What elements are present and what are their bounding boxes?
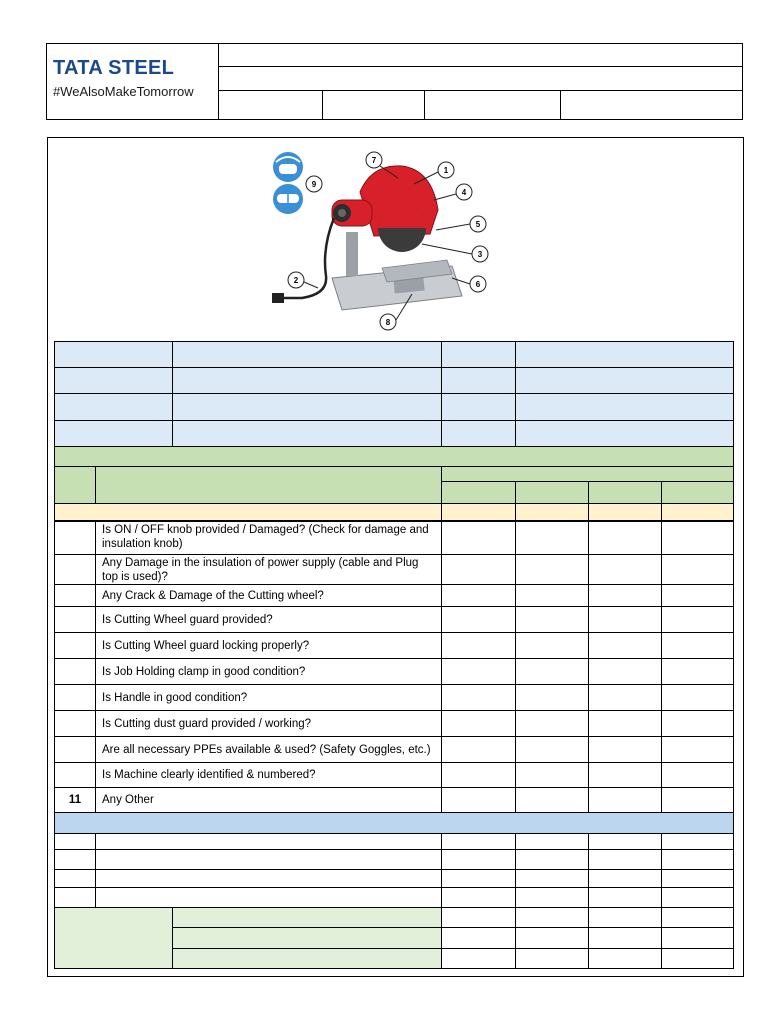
status-cell[interactable] — [515, 762, 589, 788]
status-cell[interactable] — [441, 632, 516, 659]
check-point-text: Any Damage in the insulation of power supply (cable and Plug top is used)? — [95, 554, 442, 585]
observation-status-cell[interactable] — [588, 833, 662, 850]
observation-status-cell[interactable] — [661, 869, 734, 888]
observation-status-cell[interactable] — [588, 869, 662, 888]
check-point-text: Is Cutting dust guard provided / working? — [95, 710, 442, 737]
status-cell[interactable] — [515, 554, 589, 585]
info-value-cell[interactable] — [515, 420, 734, 447]
status-cell[interactable] — [441, 762, 516, 788]
status-cell[interactable] — [661, 606, 734, 633]
header-divider — [560, 90, 561, 119]
signature-cell[interactable] — [441, 927, 516, 949]
item-number — [54, 762, 96, 788]
observation-status-cell[interactable] — [441, 887, 516, 908]
document-header — [46, 43, 743, 120]
info-value-cell[interactable] — [172, 341, 442, 368]
status-cell[interactable] — [441, 710, 516, 737]
info-value-cell[interactable] — [172, 393, 442, 421]
status-cell[interactable] — [515, 658, 589, 685]
status-cell[interactable] — [441, 554, 516, 585]
status-cell[interactable] — [441, 684, 516, 711]
check-point-text: Is Cutting Wheel guard provided? — [95, 606, 442, 633]
info-value-cell[interactable] — [515, 367, 734, 394]
header-divider — [219, 90, 742, 91]
status-cell[interactable] — [515, 710, 589, 737]
signature-cell[interactable] — [441, 907, 516, 928]
date-label-cell — [54, 503, 442, 521]
info-label-cell[interactable] — [441, 367, 516, 394]
item-number — [54, 736, 96, 763]
observation-status-cell[interactable] — [515, 849, 589, 870]
saw-head — [332, 166, 438, 276]
signature-cell[interactable] — [441, 948, 516, 969]
info-label-cell[interactable] — [441, 393, 516, 421]
status-cell[interactable] — [661, 521, 734, 555]
status-cell[interactable] — [588, 710, 662, 737]
observation-text-cell[interactable] — [54, 849, 96, 870]
observation-text-cell[interactable] — [54, 869, 96, 888]
status-cell[interactable] — [588, 684, 662, 711]
status-cell[interactable] — [441, 584, 516, 607]
item-number — [54, 606, 96, 633]
header-divider — [322, 90, 323, 119]
signature-cell[interactable] — [588, 907, 662, 928]
observation-status-cell[interactable] — [661, 887, 734, 908]
status-cell[interactable] — [661, 632, 734, 659]
info-label-cell[interactable] — [54, 367, 173, 394]
item-number — [54, 658, 96, 685]
observation-status-cell[interactable] — [661, 849, 734, 870]
observation-status-cell[interactable] — [661, 833, 734, 850]
callout-label: 2 — [293, 276, 299, 285]
status-cell[interactable] — [588, 584, 662, 607]
status-cell[interactable] — [588, 787, 662, 813]
status-cell[interactable] — [515, 684, 589, 711]
observation-status-cell[interactable] — [441, 869, 516, 888]
observation-text-cell[interactable] — [54, 833, 96, 850]
signoff-role-cell — [172, 927, 442, 949]
date-cell[interactable] — [441, 503, 516, 521]
status-header — [441, 466, 734, 482]
item-number — [54, 554, 96, 585]
date-cell[interactable] — [588, 503, 662, 521]
check-point-text: Is ON / OFF knob provided / Damaged? (Check for damage and insulation knob) — [95, 521, 442, 555]
observation-status-cell[interactable] — [515, 869, 589, 888]
signature-cell[interactable] — [515, 907, 589, 928]
status-cell[interactable] — [661, 736, 734, 763]
status-cell[interactable] — [661, 684, 734, 711]
status-cell[interactable] — [661, 554, 734, 585]
section-title-bar — [54, 446, 734, 467]
status-cell[interactable] — [588, 658, 662, 685]
status-col-header — [441, 481, 516, 504]
observation-status-cell[interactable] — [515, 887, 589, 908]
observation-text-cell[interactable] — [95, 887, 442, 908]
signature-cell[interactable] — [661, 948, 734, 969]
check-point-header — [95, 466, 442, 504]
status-cell[interactable] — [588, 606, 662, 633]
safety-goggles-icon — [273, 184, 303, 214]
status-cell[interactable] — [515, 632, 589, 659]
signature-cell[interactable] — [588, 927, 662, 949]
callout-label: 5 — [475, 220, 481, 229]
item-number — [54, 584, 96, 607]
item-number: 11 — [54, 787, 96, 813]
status-cell[interactable] — [661, 762, 734, 788]
callout-label: 8 — [385, 318, 391, 327]
item-number — [54, 684, 96, 711]
status-cell[interactable] — [515, 521, 589, 555]
status-cell[interactable] — [441, 736, 516, 763]
check-point-text: Is Job Holding clamp in good condition? — [95, 658, 442, 685]
date-cell[interactable] — [661, 503, 734, 521]
check-point-text: Is Handle in good condition? — [95, 684, 442, 711]
item-number — [54, 521, 96, 555]
info-label-cell[interactable] — [54, 341, 173, 368]
status-cell[interactable] — [661, 658, 734, 685]
info-label-cell[interactable] — [54, 420, 173, 447]
status-cell[interactable] — [588, 736, 662, 763]
header-divider — [424, 90, 425, 119]
status-cell[interactable] — [441, 521, 516, 555]
chop-saw-diagram — [262, 148, 498, 334]
observation-text-cell[interactable] — [95, 869, 442, 888]
observation-status-cell[interactable] — [515, 833, 589, 850]
status-cell[interactable] — [515, 606, 589, 633]
info-label-cell[interactable] — [441, 341, 516, 368]
callout-label: 4 — [461, 188, 467, 197]
callout-label: 6 — [475, 280, 481, 289]
status-col-header — [588, 481, 662, 504]
info-label-cell[interactable] — [441, 420, 516, 447]
power-plug — [272, 293, 284, 303]
status-col-header — [515, 481, 589, 504]
info-value-cell[interactable] — [515, 393, 734, 421]
date-cell[interactable] — [515, 503, 589, 521]
observation-status-cell[interactable] — [441, 849, 516, 870]
status-cell[interactable] — [515, 787, 589, 813]
signature-cell[interactable] — [661, 927, 734, 949]
info-label-cell[interactable] — [54, 393, 173, 421]
status-cell[interactable] — [588, 521, 662, 555]
check-point-text: Any Crack & Damage of the Cutting wheel? — [95, 584, 442, 607]
tata-steel-logo: TATA STEEL — [53, 57, 175, 79]
status-cell[interactable] — [588, 554, 662, 585]
observation-text-cell[interactable] — [95, 849, 442, 870]
status-col-header — [661, 481, 734, 504]
callout-label: 7 — [371, 156, 377, 165]
signature-cell[interactable] — [588, 948, 662, 969]
callout-label: 9 — [311, 180, 317, 189]
callout-label: 3 — [477, 250, 483, 259]
status-cell[interactable] — [661, 787, 734, 813]
brand-tagline: #WeAlsoMakeTomorrow — [53, 84, 194, 99]
logo-cell — [47, 44, 219, 119]
info-value-cell[interactable] — [172, 367, 442, 394]
signature-cell[interactable] — [515, 927, 589, 949]
check-point-text: Is Cutting Wheel guard locking properly? — [95, 632, 442, 659]
header-divider — [219, 66, 742, 67]
observation-text-cell[interactable] — [95, 833, 442, 850]
status-cell[interactable] — [588, 632, 662, 659]
signature-cell[interactable] — [661, 907, 734, 928]
item-number — [54, 710, 96, 737]
power-cable — [282, 218, 334, 298]
item-number — [54, 632, 96, 659]
signoff-role-cell — [172, 907, 442, 928]
status-cell[interactable] — [515, 584, 589, 607]
callout-label: 1 — [443, 166, 449, 175]
check-point-text: Are all necessary PPEs available & used? (Safety Goggles, etc.) — [95, 736, 442, 763]
observation-status-cell[interactable] — [588, 849, 662, 870]
status-cell[interactable] — [441, 658, 516, 685]
face-mask-icon — [273, 152, 303, 182]
signoff-label-cell — [54, 907, 173, 969]
signature-cell[interactable] — [515, 948, 589, 969]
observation-text-cell[interactable] — [54, 887, 96, 908]
observation-status-cell[interactable] — [441, 833, 516, 850]
status-cell[interactable] — [661, 584, 734, 607]
info-value-cell[interactable] — [172, 420, 442, 447]
status-cell[interactable] — [515, 736, 589, 763]
sl-no-header — [54, 466, 96, 504]
status-cell[interactable] — [588, 762, 662, 788]
status-cell[interactable] — [441, 787, 516, 813]
status-cell[interactable] — [441, 606, 516, 633]
observation-status-cell[interactable] — [588, 887, 662, 908]
observation-bar — [54, 812, 734, 834]
info-value-cell[interactable] — [515, 341, 734, 368]
status-cell[interactable] — [661, 710, 734, 737]
check-point-text: Any Other — [95, 787, 442, 813]
check-point-text: Is Machine clearly identified & numbered? — [95, 762, 442, 788]
signoff-role-cell — [172, 948, 442, 969]
